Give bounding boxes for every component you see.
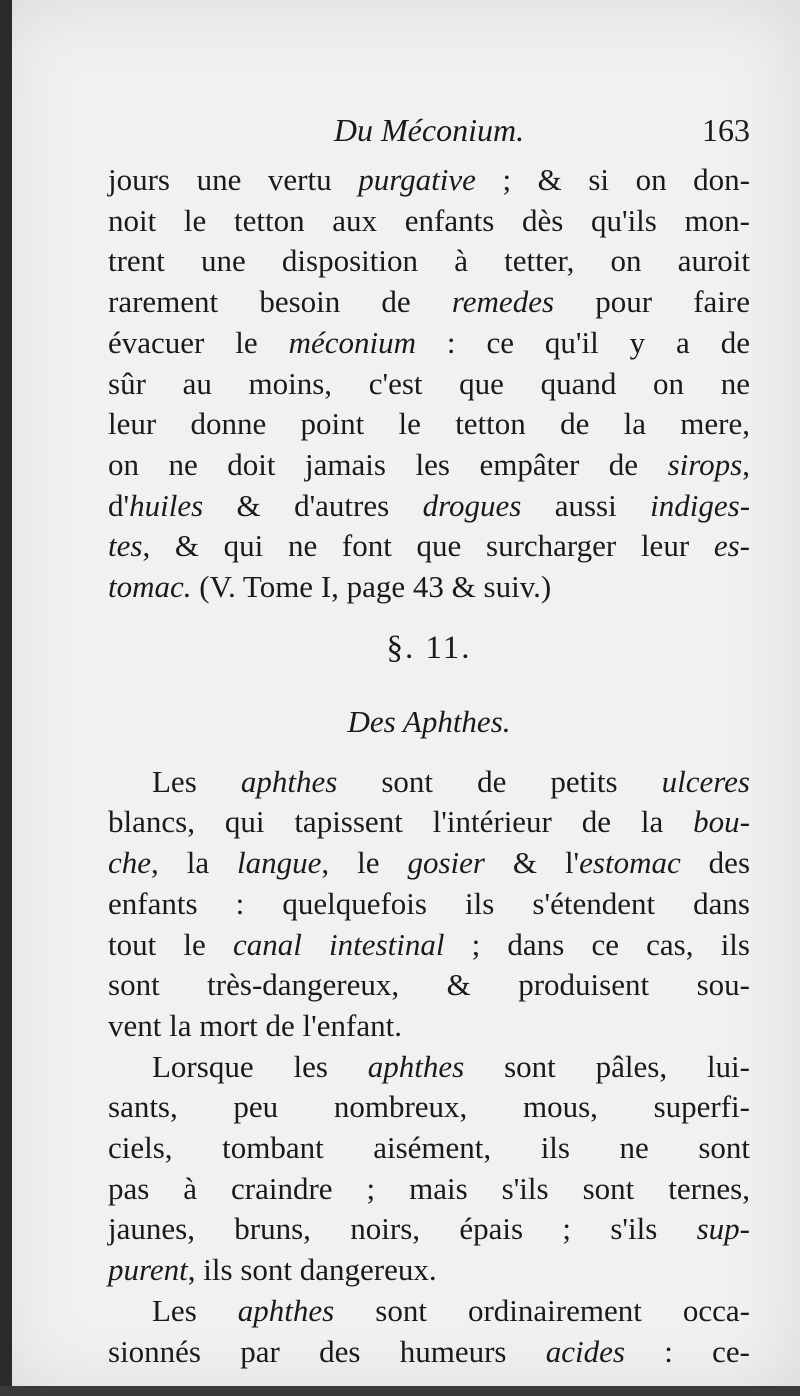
italic-term: sup- — [696, 1211, 750, 1247]
italic-term: bou- — [693, 804, 750, 840]
text-line: Les aphthes sont de petits ulceres — [152, 763, 750, 799]
page-number: 163 — [702, 112, 750, 148]
text-line: tes, & qui ne font que surcharger leur es- — [108, 528, 750, 564]
text-line: sants, peu nombreux, mous, superfi- — [108, 1089, 750, 1125]
text-line: jaunes, bruns, noirs, épais ; s'ils sup- — [108, 1211, 750, 1247]
text-line: évacuer le méconium : ce qu'il y a de — [108, 324, 751, 360]
text-line: che, la langue, le gosier & l'estomac des — [108, 845, 751, 881]
text-line: pas à craindre ; mais s'ils sont ternes, — [108, 1170, 750, 1206]
italic-term: aphthes — [240, 763, 338, 799]
italic-term: purent — [108, 1252, 188, 1288]
text-line: Lorsque les aphthes sont pâles, lui- — [152, 1048, 750, 1084]
paragraph-4 — [108, 1291, 750, 1372]
paragraph-3 — [108, 1047, 750, 1291]
running-head — [108, 110, 750, 160]
text-line: jours une vertu purgative ; & si on don- — [108, 162, 750, 197]
italic-term: langue — [237, 845, 322, 881]
text-line: ciels, tombant aisément, ils ne sont — [108, 1130, 750, 1166]
italic-term: tomac. — [108, 569, 192, 605]
text-line: rarement besoin de remedes pour faire — [108, 284, 750, 320]
italic-term: sirops — [667, 446, 743, 482]
italic-term: tes — [108, 528, 143, 564]
paragraph-2 — [108, 762, 750, 1047]
text-line: vent la mort de l'enfant. — [108, 1007, 402, 1043]
italic-term: ulceres — [661, 763, 750, 799]
italic-term: méconium — [288, 324, 416, 360]
text-block — [108, 110, 750, 1372]
page-binding-edge — [0, 0, 12, 1396]
italic-term: indiges- — [650, 487, 751, 523]
text-line: tout le canal intestinal ; dans ce cas, ils — [108, 926, 750, 962]
page-bottom-edge — [0, 1386, 800, 1396]
section-number: §. 11. — [386, 629, 472, 666]
italic-term: acides — [545, 1333, 625, 1369]
section-title: Des Aphthes. — [347, 703, 511, 739]
italic-term: purgative — [358, 162, 476, 197]
text-line: Les aphthes sont ordinairement occa- — [152, 1292, 750, 1328]
text-line: sont très-dangereux, & produisent sou- — [108, 967, 750, 1003]
text-line: sionnés par des humeurs acides : ce- — [108, 1333, 750, 1369]
italic-term: remedes — [451, 284, 555, 320]
text-line: tomac. (V. Tome I, page 43 & suiv.) — [108, 569, 552, 605]
italic-term: es- — [713, 528, 750, 564]
text-line: blancs, qui tapissent l'intérieur de la bou- — [108, 804, 750, 840]
text-line: noit le tetton aux enfants dès qu'ils mon- — [108, 202, 750, 238]
text-line: enfants : quelquefois ils s'étendent dans — [108, 885, 750, 921]
text-line: leur donne point le tetton de la mere, — [108, 406, 750, 442]
italic-term: huiles — [129, 487, 204, 523]
text-line: on ne doit jamais les empâter de sirops, — [108, 446, 750, 482]
italic-term: estomac — [579, 845, 681, 881]
italic-term: aphthes — [367, 1048, 465, 1084]
text-line: sûr au moins, c'est que quand on ne — [108, 365, 750, 401]
italic-term: aphthes — [237, 1292, 335, 1328]
paragraph-1 — [108, 160, 750, 608]
running-title: Du Méconium. — [333, 112, 525, 148]
italic-term: che — [108, 845, 152, 881]
text-line: purent, ils sont dangereux. — [108, 1252, 437, 1288]
text-line: d'huiles & d'autres drogues aussi indiges- — [108, 487, 751, 523]
text-line: trent une disposition à tetter, on auroit — [108, 243, 750, 279]
italic-term: gosier — [407, 845, 485, 881]
italic-term: drogues — [422, 487, 522, 523]
italic-term: canal intestinal — [232, 926, 445, 962]
